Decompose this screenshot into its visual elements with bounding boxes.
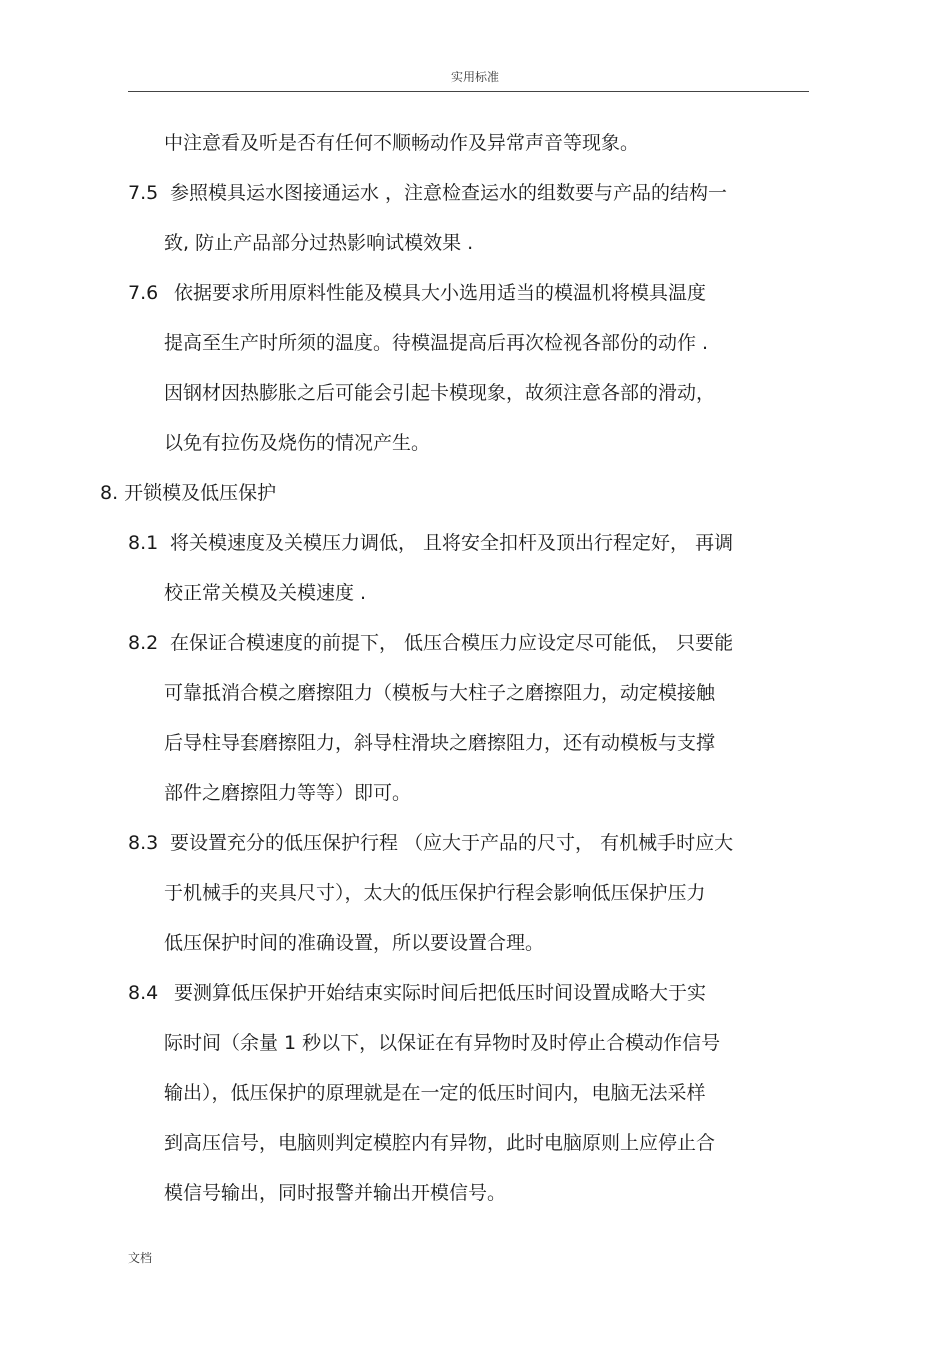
section-number: 8.3	[128, 832, 159, 854]
paragraph-line: 低压保护时间的准确设置，所以要设置合理。	[164, 932, 545, 954]
section-number: 7.5	[128, 182, 159, 204]
paragraph-line: 于机械手的夹具尺寸），太大的低压保护行程会影响低压保护压力	[164, 882, 706, 904]
paragraph-line: 要设置充分的低压保护行程 （应大于产品的尺寸， 有机械手时应大	[170, 832, 734, 854]
paragraph-line: 模信号输出，同时报警并输出开模信号。	[164, 1182, 507, 1204]
paragraph-line: 提高至生产时所须的温度。待模温提高后再次检视各部份的动作 .	[164, 332, 709, 354]
paragraph-line: 在保证合模速度的前提下， 低压合模压力应设定尽可能低， 只要能	[170, 632, 734, 654]
paragraph-line: 中注意看及听是否有任何不顺畅动作及异常声音等现象。	[164, 132, 640, 154]
paragraph-line: 可靠抵消合模之磨擦阻力（模板与大柱子之磨擦阻力，动定模接触	[164, 682, 716, 704]
paragraph-line: 输出），低压保护的原理就是在一定的低压时间内，电脑无法采样	[164, 1082, 706, 1104]
paragraph-line: 参照模具运水图接通运水 ，注意检查运水的组数要与产品的结构一	[170, 182, 728, 204]
paragraph-line: 部件之磨擦阻力等等）即可。	[164, 782, 412, 804]
page-header: 实用标准	[450, 70, 499, 84]
paragraph-line: 校正常关模及关模速度 .	[164, 582, 367, 604]
paragraph-line: 以免有拉伤及烧伤的情况产生。	[164, 432, 431, 454]
paragraph-line: 因钢材因热膨胀之后可能会引起卡模现象，故须注意各部的滑动，	[164, 382, 716, 404]
paragraph-line: 将关模速度及关模压力调低， 且将安全扣杆及顶出行程定好， 再调	[170, 532, 734, 554]
paragraph-line: 到高压信号，电脑则判定模腔内有异物，此时电脑原则上应停止合	[164, 1132, 716, 1154]
section-number: 8.4	[128, 982, 159, 1004]
paragraph-line: 后导柱导套磨擦阻力，斜导柱滑块之磨擦阻力，还有动模板与支撑	[164, 732, 716, 754]
header-divider	[128, 91, 809, 92]
page-footer: 文档	[128, 1251, 153, 1265]
paragraph-line: 致, 防止产品部分过热影响试模效果 .	[164, 232, 474, 254]
paragraph-line: 要测算低压保护开始结束实际时间后把低压时间设置成略大于实	[174, 982, 707, 1004]
paragraph-line: 依据要求所用原料性能及模具大小选用适当的模温机将模具温度	[174, 282, 707, 304]
paragraph-line: 际时间（余量 1 秒以下，以保证在有异物时及时停止合模动作信号	[164, 1032, 721, 1054]
section-number: 7.6	[128, 282, 159, 304]
section-heading: 8. 开锁模及低压保护	[100, 482, 277, 504]
section-number: 8.1	[128, 532, 159, 554]
section-number: 8.2	[128, 632, 159, 654]
